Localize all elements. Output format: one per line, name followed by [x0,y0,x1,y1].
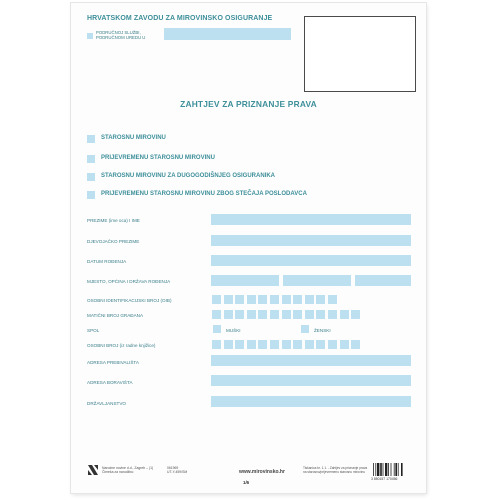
oib-digit-cell[interactable] [282,295,291,304]
mbg-digit-cell[interactable] [224,310,233,319]
personal-number-digit-cell[interactable] [247,340,256,349]
maiden-name-field[interactable] [211,235,411,246]
mbg-digit-cell[interactable] [305,310,314,319]
oib-digit-cell[interactable] [247,295,256,304]
birthdate-label: DATUM ROĐENJA [87,259,127,264]
publisher-info: Narodne novine d.d., Zagreb – (1) Čimeka za narudžbu: [102,466,154,475]
maiden-name-label: DJEVOJAČKO PREZIME [87,239,140,244]
oib-label: OSOBNI IDENTIFIKACIJSKI BROJ (OIB) [87,298,172,303]
personal-number-digit-cell[interactable] [293,340,302,349]
sex-male-checkbox[interactable] [213,325,221,333]
personal-number-digit-cell[interactable] [270,340,279,349]
option-label: STAROSNU MIROVINU ZA DUGOGODIŠNJEG OSIGURANIKA [101,173,276,179]
birthdate-field[interactable] [211,255,411,266]
oib-digit-cell[interactable] [224,295,233,304]
office-checkbox[interactable] [87,33,93,39]
mbg-digit-cell[interactable] [258,310,267,319]
sex-male-label: MUŠKI [226,328,241,333]
birthplace-country-field[interactable] [355,275,411,286]
oib-digit-cell[interactable] [316,295,325,304]
name-label: PREZIME (ime oca) I IME [87,218,140,223]
mbg-digit-cell[interactable] [293,310,302,319]
option-bankruptcy-early-pension[interactable] [87,190,407,200]
stay-address-label: ADRESA BORAVIŠTA [87,380,133,385]
option-old-age-pension[interactable] [87,134,407,144]
personal-number-digit-cell[interactable] [351,340,360,349]
personal-number-digit-cell[interactable] [328,340,337,349]
oib-digit-cell[interactable] [212,295,221,304]
mbg-digit-cell[interactable] [328,310,337,319]
registry-stamp-box [304,16,416,92]
form-page [71,3,426,493]
personal-number-digit-cell[interactable] [305,340,314,349]
form-title: ZAHTJEV ZA PRIZNANJE PRAVA [180,99,317,109]
mbg-digit-cell[interactable] [270,310,279,319]
mbg-digit-cell[interactable] [340,310,349,319]
sex-label: SPOL [87,328,100,333]
personal-number-digit-cell[interactable] [340,340,349,349]
citizenship-label: DRŽAVLJANSTVO [87,401,126,406]
option-checkbox[interactable] [87,173,95,181]
office-location-field[interactable] [164,28,291,40]
sex-female-checkbox[interactable] [301,325,309,333]
personal-number-digit-cell[interactable] [224,340,233,349]
personal-number-digit-cell[interactable] [235,340,244,349]
option-checkbox[interactable] [87,191,95,199]
personal-number-digit-cell[interactable] [212,340,221,349]
personal-number-digit-cell[interactable] [316,340,325,349]
option-long-term-insured-pension[interactable] [87,172,407,182]
barcode-number: 3 850157 170456 [371,477,398,481]
publisher-codes: 061969 UT-Y-459/SM [167,466,188,475]
stay-address-field[interactable] [211,375,411,386]
mbg-digit-cell[interactable] [282,310,291,319]
birthplace-city-field[interactable] [211,275,279,286]
option-label: STAROSNU MIROVINU [101,135,166,141]
mbg-digit-cell[interactable] [247,310,256,319]
mbg-digit-cell[interactable] [316,310,325,319]
option-checkbox[interactable] [87,135,95,143]
website-link[interactable]: www.mirovinsko.hr [239,469,285,475]
oib-digit-cell[interactable] [328,295,337,304]
page-number: 1/6 [243,480,250,485]
sex-female-label: ŽENSKI [314,328,331,333]
oib-digit-cell[interactable] [258,295,267,304]
birthplace-municipality-field[interactable] [283,275,351,286]
institution-heading: HRVATSKOM ZAVODU ZA MIROVINSKO OSIGURANJE [87,15,273,22]
oib-digit-cell[interactable] [235,295,244,304]
barcode-icon [373,463,413,476]
oib-digit-cell[interactable] [293,295,302,304]
birthplace-label: MJESTO, OPĆINA I DRŽAVA ROĐENJA [87,279,171,284]
option-label: PRIJEVREMENU STAROSNU MIROVINU [101,155,215,161]
option-checkbox[interactable] [87,155,95,163]
mbg-digit-cell[interactable] [212,310,221,319]
citizenship-field[interactable] [211,396,411,407]
personal-number-digit-cell[interactable] [282,340,291,349]
option-early-pension[interactable] [87,154,407,164]
personal-number-digit-cell[interactable] [258,340,267,349]
personal-number-label: OSOBNI BROJ (iz radne knjižice) [87,343,156,348]
publisher-logo-icon [87,464,99,476]
residence-address-field[interactable] [211,355,411,366]
form-note: Tiskanica br. 1.1. - Zahtjev za priznanje prava na starosnu/prijevremenu starosnu mirovinu [303,466,368,475]
oib-digit-cell[interactable] [305,295,314,304]
office-label: PODRUČNOJ SLUŽBI, PODRUČNOM UREDU U [96,30,146,41]
residence-address-label: ADRESA PREBIVALIŠTA [87,360,139,365]
name-field[interactable] [211,214,411,225]
mbg-digit-cell[interactable] [351,310,360,319]
oib-digit-cell[interactable] [270,295,279,304]
mbg-digit-cell[interactable] [235,310,244,319]
mbg-label: MATIČNI BROJ GRAĐANA [87,313,144,318]
option-label: PRIJEVREMENU STAROSNU MIROVINU ZBOG STEČAJA POSLODAVCA [101,191,307,197]
